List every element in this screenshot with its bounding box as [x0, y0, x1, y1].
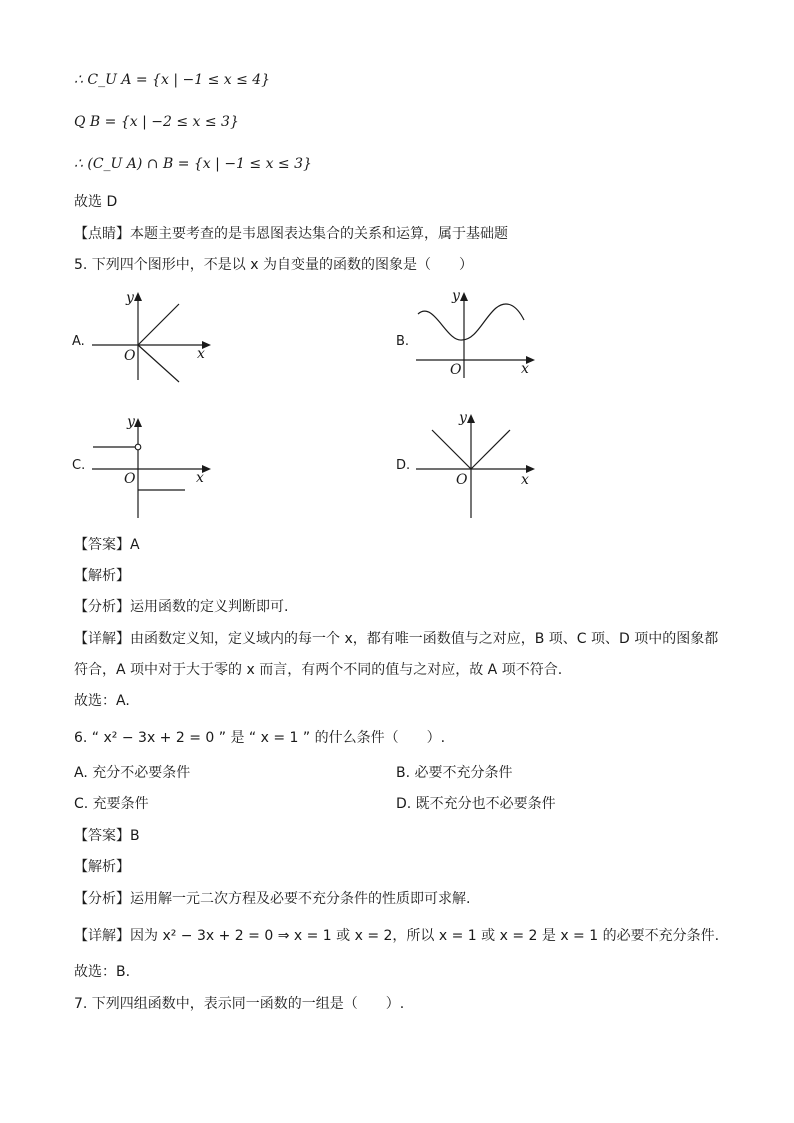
question-7: 7. 下列四组函数中，表示同一函数的一组是（ ）.	[74, 996, 405, 1012]
graph-a-label: A.	[72, 334, 85, 349]
graph-a	[90, 284, 220, 384]
answer-6	[74, 826, 140, 846]
graph-d-y-label: y	[459, 410, 467, 426]
detail-5-text-a: 由函数定义知，定义域内的每一个 x，都有唯一函数值与之对应，B 项、C 项、D 项中的图象都	[130, 631, 719, 647]
graph-c-origin-label: O	[124, 471, 136, 487]
graph-c	[90, 410, 220, 520]
graph-b-origin-label: O	[450, 362, 462, 378]
graph-b-x-label: x	[521, 361, 529, 377]
analysis-6	[74, 889, 470, 909]
analysis-5	[74, 597, 288, 617]
graph-d	[414, 406, 544, 520]
analysis-6-text: 运用解一元二次方程及必要不充分条件的性质即可求解.	[130, 891, 471, 907]
choose-6: 故选：B.	[74, 964, 131, 980]
answer-5	[74, 535, 140, 555]
analysis-5-tag: 【分析】	[74, 599, 130, 615]
answer-5-tag: 【答案】	[74, 537, 130, 553]
graph-d-origin-label: O	[456, 472, 468, 488]
answer-6-tag: 【答案】	[74, 828, 130, 844]
graph-b-y-label: y	[452, 288, 460, 304]
question-6: 6. “ x² − 3x + 2 = 0 ” 是 “ x = 1 ” 的什么条件（ ）.	[74, 730, 446, 746]
remark-text: 本题主要考查的是韦恩图表达集合的关系和运算，属于基础题	[130, 226, 508, 242]
question-5: 5. 下列四个图形中，不是以 x 为自变量的函数的图象是（ ）	[74, 257, 473, 273]
detail-6	[74, 926, 719, 946]
graph-d-x-label: x	[521, 472, 529, 488]
graph-c-x-label: x	[196, 470, 204, 486]
graph-c-y-label: y	[127, 414, 135, 430]
set-intersection-line: ∴ (C_U A) ∩ B = {x | −1 ≤ x ≤ 3}	[74, 156, 312, 172]
choose-5: 故选：A.	[74, 693, 130, 709]
analysis-5-text: 运用函数的定义判断即可.	[130, 599, 289, 615]
analysis-5-heading: 【解析】	[74, 568, 130, 584]
detail-5-tag: 【详解】	[74, 631, 130, 647]
set-complement-line: ∴ C_U A = {x | −1 ≤ x ≤ 4}	[74, 72, 271, 88]
remark-tag: 【点睛】	[74, 226, 130, 242]
detail-6-text: 因为 x² − 3x + 2 = 0 ⇒ x = 1 或 x = 2，所以 x = 1 或 x = 2 是 x = 1 的必要不充分条件.	[130, 928, 720, 944]
graph-a-y-label: y	[126, 290, 134, 306]
analysis-6-heading: 【解析】	[74, 859, 130, 875]
set-b-line: Q B = {x | −2 ≤ x ≤ 3}	[74, 114, 239, 130]
option-6c: C. 充要条件	[74, 796, 149, 812]
answer-6-value: B	[130, 828, 140, 844]
answer-5-value: A	[130, 537, 140, 553]
analysis-6-tag: 【分析】	[74, 891, 130, 907]
graph-b	[414, 284, 544, 380]
option-6d: D. 既不充分也不必要条件	[396, 796, 556, 812]
option-6b: B. 必要不充分条件	[396, 765, 513, 781]
remark-line	[74, 224, 508, 244]
graph-b-label: B.	[396, 334, 410, 349]
choose-d-line: 故选 D	[74, 194, 118, 210]
option-6a: A. 充分不必要条件	[74, 765, 191, 781]
graph-c-label: C.	[72, 458, 86, 473]
detail-5-line-2: 符合，A 项中对于大于零的 x 而言，有两个不同的值与之对应，故 A 项不符合.	[74, 662, 563, 678]
graph-d-label: D.	[396, 458, 411, 473]
graph-a-x-label: x	[197, 346, 205, 362]
detail-6-tag: 【详解】	[74, 928, 130, 944]
detail-5-line-1	[74, 629, 718, 649]
graph-a-origin-label: O	[124, 348, 136, 364]
